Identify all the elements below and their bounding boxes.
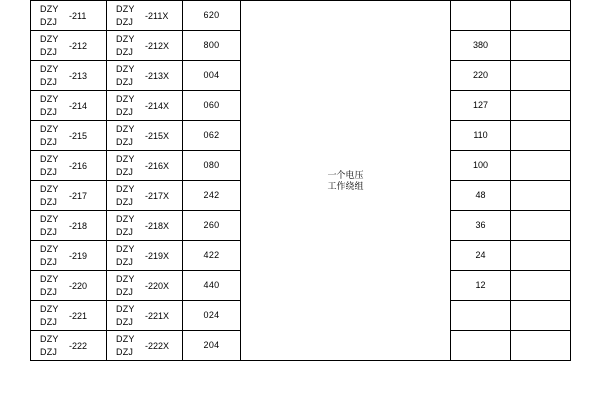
code-cell [107, 211, 183, 241]
voltage-cell: 220 [451, 61, 511, 91]
winding-line-1: 一个电压 [327, 170, 364, 181]
voltage-cell: 100 [451, 151, 511, 181]
voltage-spacer [451, 301, 511, 331]
type-prefix-top: DZY [40, 33, 59, 44]
code-cell [107, 121, 183, 151]
type-cell [31, 1, 107, 31]
code-suffix: -221X [145, 310, 170, 321]
blank-cell [511, 301, 571, 331]
type-prefix-top: DZY [40, 333, 59, 344]
type-prefix-top: DZY [40, 183, 59, 194]
voltage-cell: 24 [451, 241, 511, 271]
blank-cell [511, 181, 571, 211]
code-prefix-bottom: DZJ [116, 136, 134, 147]
code-suffix: -216X [145, 160, 170, 171]
voltage-cell: 110 [451, 121, 511, 151]
type-prefix-bottom: DZJ [40, 256, 58, 267]
code-prefix-bottom: DZJ [116, 106, 134, 117]
code-cell [107, 241, 183, 271]
number-cell: 800 [183, 31, 241, 61]
code-prefix-bottom: DZJ [116, 196, 134, 207]
code-prefix-top: DZY [116, 183, 135, 194]
blank-cell [511, 91, 571, 121]
code-prefix-top: DZY [116, 273, 135, 284]
type-prefix-bottom: DZJ [40, 106, 58, 117]
code-cell [107, 1, 183, 31]
number-cell: 004 [183, 61, 241, 91]
blank-cell [511, 241, 571, 271]
type-suffix: -218 [69, 220, 88, 231]
type-prefix-bottom: DZJ [40, 316, 58, 327]
code-prefix-top: DZY [116, 93, 135, 104]
code-prefix-bottom: DZJ [116, 76, 134, 87]
type-suffix: -215 [69, 130, 88, 141]
code-suffix: -214X [145, 100, 170, 111]
number-cell: 080 [183, 151, 241, 181]
voltage-spacer [451, 331, 511, 361]
type-prefix-bottom: DZJ [40, 76, 58, 87]
code-suffix: -212X [145, 40, 170, 51]
code-cell [107, 181, 183, 211]
number-cell: 204 [183, 331, 241, 361]
type-cell [31, 61, 107, 91]
voltage-spacer [451, 1, 511, 31]
type-suffix: -216 [69, 160, 88, 171]
type-cell [31, 151, 107, 181]
code-suffix: -213X [145, 70, 170, 81]
code-prefix-top: DZY [116, 303, 135, 314]
code-prefix-top: DZY [116, 153, 135, 164]
code-suffix: -218X [145, 220, 170, 231]
type-cell [31, 31, 107, 61]
code-prefix-top: DZY [116, 3, 135, 14]
number-cell: 062 [183, 121, 241, 151]
code-cell [107, 301, 183, 331]
number-cell: 440 [183, 271, 241, 301]
voltage-cell: 36 [451, 211, 511, 241]
type-suffix: -213 [69, 70, 88, 81]
winding-description-cell [241, 1, 451, 361]
type-suffix: -219 [69, 250, 88, 261]
type-prefix-top: DZY [40, 3, 59, 14]
code-prefix-top: DZY [116, 63, 135, 74]
code-cell [107, 31, 183, 61]
type-cell [31, 181, 107, 211]
code-prefix-top: DZY [116, 33, 135, 44]
code-prefix-top: DZY [116, 123, 135, 134]
blank-cell [511, 61, 571, 91]
type-prefix-bottom: DZJ [40, 46, 58, 57]
number-cell: 620 [183, 1, 241, 31]
code-prefix-bottom: DZJ [116, 226, 134, 237]
code-prefix-bottom: DZJ [116, 166, 134, 177]
type-prefix-top: DZY [40, 213, 59, 224]
number-cell: 024 [183, 301, 241, 331]
code-prefix-bottom: DZJ [116, 46, 134, 57]
spec-table [30, 0, 571, 361]
type-prefix-top: DZY [40, 273, 59, 284]
voltage-cell: 127 [451, 91, 511, 121]
code-suffix: -211X [145, 10, 169, 21]
type-prefix-top: DZY [40, 63, 59, 74]
type-prefix-top: DZY [40, 153, 59, 164]
type-cell [31, 241, 107, 271]
blank-cell [511, 1, 571, 31]
code-prefix-top: DZY [116, 333, 135, 344]
code-prefix-bottom: DZJ [116, 16, 134, 27]
type-suffix: -214 [69, 100, 88, 111]
type-suffix: -221 [69, 310, 88, 321]
code-prefix-top: DZY [116, 213, 135, 224]
type-cell [31, 301, 107, 331]
type-cell [31, 211, 107, 241]
type-prefix-bottom: DZJ [40, 16, 58, 27]
number-cell: 422 [183, 241, 241, 271]
code-cell [107, 61, 183, 91]
table-row [31, 1, 571, 31]
spec-table-container [30, 0, 570, 391]
number-cell: 260 [183, 211, 241, 241]
code-cell [107, 91, 183, 121]
blank-cell [511, 271, 571, 301]
code-prefix-bottom: DZJ [116, 346, 134, 357]
code-suffix: -220X [145, 280, 170, 291]
type-cell [31, 271, 107, 301]
type-suffix: -220 [69, 280, 88, 291]
code-prefix-bottom: DZJ [116, 316, 134, 327]
blank-cell [511, 31, 571, 61]
type-prefix-bottom: DZJ [40, 286, 58, 297]
blank-cell [511, 331, 571, 361]
type-prefix-bottom: DZJ [40, 196, 58, 207]
number-cell: 060 [183, 91, 241, 121]
type-suffix: -217 [69, 190, 88, 201]
voltage-cell: 380 [451, 31, 511, 61]
code-suffix: -222X [145, 340, 170, 351]
type-prefix-top: DZY [40, 123, 59, 134]
code-prefix-bottom: DZJ [116, 256, 134, 267]
type-prefix-bottom: DZJ [40, 166, 58, 177]
voltage-cell: 48 [451, 181, 511, 211]
type-suffix: -212 [69, 40, 88, 51]
type-prefix-bottom: DZJ [40, 226, 58, 237]
code-suffix: -215X [145, 130, 170, 141]
type-cell [31, 91, 107, 121]
type-cell [31, 121, 107, 151]
code-suffix: -217X [145, 190, 170, 201]
type-suffix: -211 [69, 10, 87, 21]
code-cell [107, 151, 183, 181]
blank-cell [511, 121, 571, 151]
type-prefix-top: DZY [40, 93, 59, 104]
number-cell: 242 [183, 181, 241, 211]
blank-cell [511, 151, 571, 181]
code-suffix: -219X [145, 250, 170, 261]
type-prefix-bottom: DZJ [40, 136, 58, 147]
type-prefix-top: DZY [40, 243, 59, 254]
code-cell [107, 271, 183, 301]
winding-line-2: 工作绕组 [327, 180, 364, 191]
type-suffix: -222 [69, 340, 88, 351]
code-prefix-bottom: DZJ [116, 286, 134, 297]
type-prefix-top: DZY [40, 303, 59, 314]
type-prefix-bottom: DZJ [40, 346, 58, 357]
voltage-cell: 12 [451, 271, 511, 301]
blank-cell [511, 211, 571, 241]
code-prefix-top: DZY [116, 243, 135, 254]
code-cell [107, 331, 183, 361]
type-cell [31, 331, 107, 361]
